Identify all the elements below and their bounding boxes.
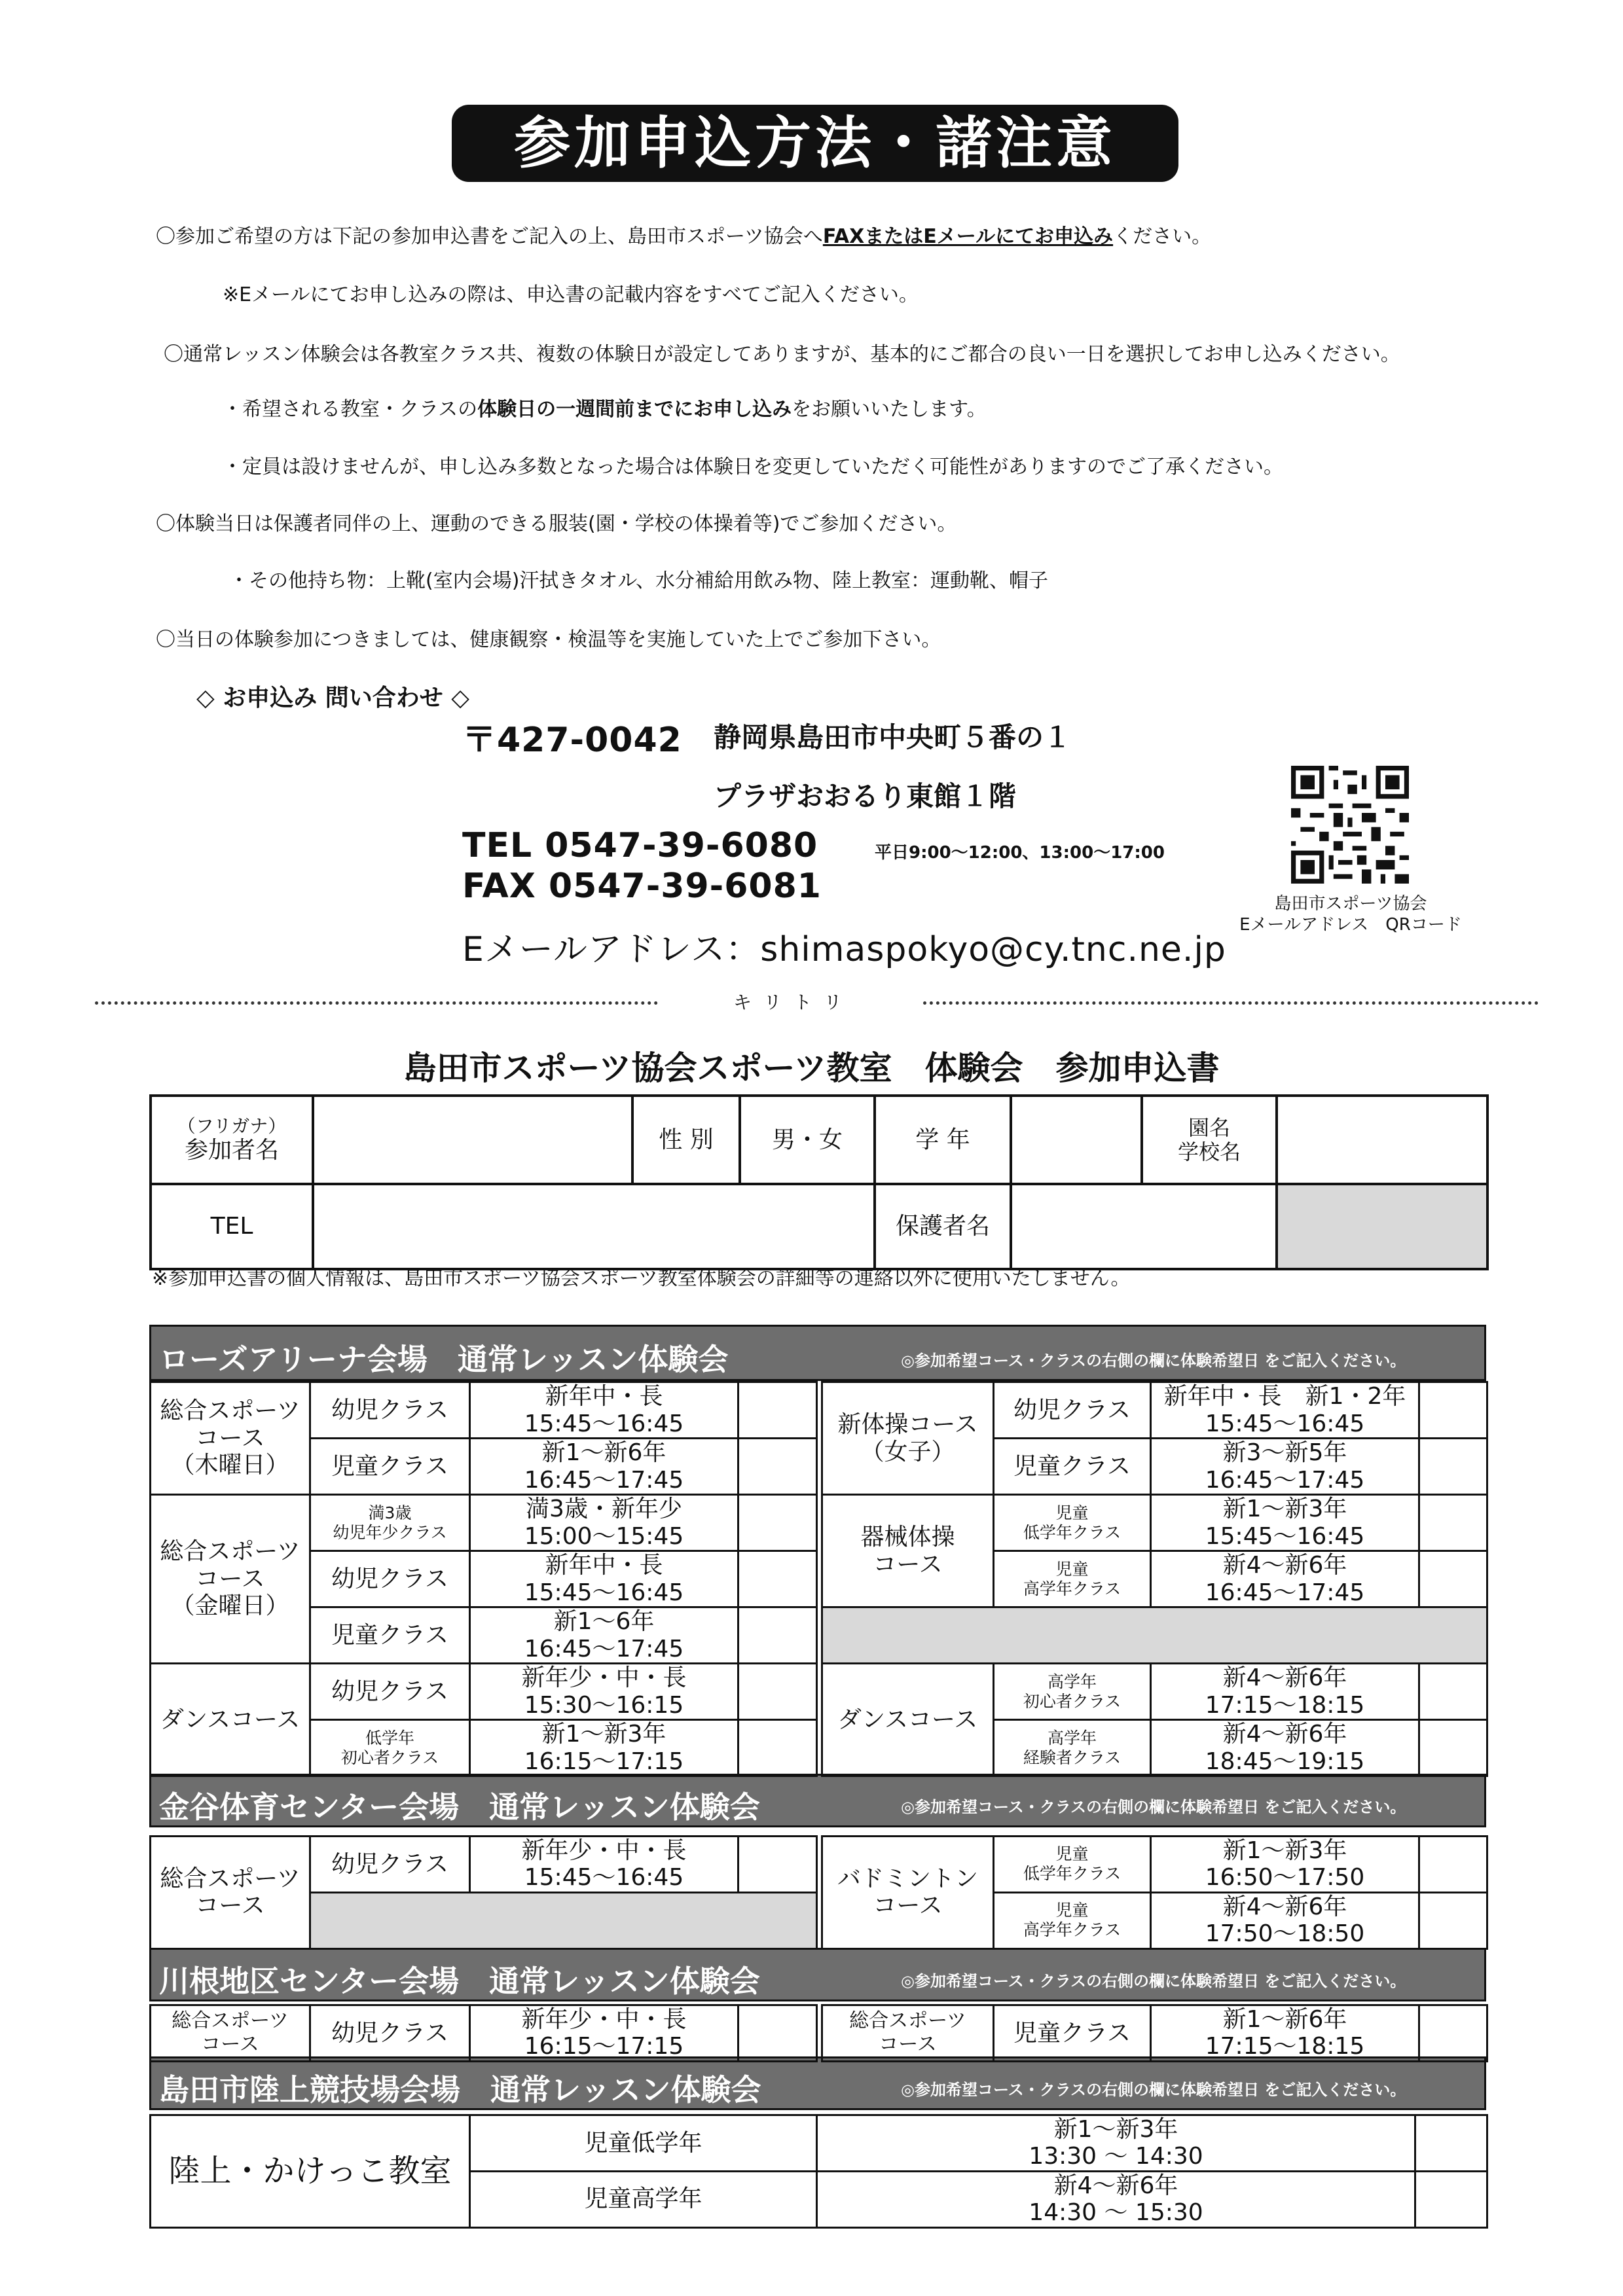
furigana-label: （フリガナ） xyxy=(177,1115,287,1137)
course-shintaiso: 新体操コース （女子） xyxy=(822,1382,994,1495)
note-8: 〇当日の体験参加につきましては、健康観察・検温等を実施していた上でご参加下さい。 xyxy=(156,628,941,651)
page-title: 参加申込方法・諸注意 xyxy=(452,105,1178,182)
spacer xyxy=(817,1892,822,1948)
class-cell: 児童 低学年クラス xyxy=(994,1837,1151,1893)
participant-label: 参加者名 xyxy=(184,1136,279,1164)
class-cell: 児童 低学年クラス xyxy=(994,1495,1151,1551)
participant-label-cell xyxy=(151,1096,313,1184)
class-cell: 低学年 初心者クラス xyxy=(310,1720,470,1776)
time-cell: 新4～新6年 18:45～19:15 xyxy=(1151,1720,1419,1776)
note-4-emphasis: 体験日の一週間前までにお申し込み xyxy=(477,398,792,421)
class-cell: 幼児クラス xyxy=(310,1551,470,1607)
course-kikai: 器械体操 コース xyxy=(822,1495,994,1607)
desired-date-field[interactable] xyxy=(1419,2005,1487,2062)
time-cell: 新3～新5年 16:45～17:45 xyxy=(1151,1439,1419,1495)
spacer xyxy=(817,1495,822,1551)
time-cell: 新年中・長 新1・2年 15:45～16:45 xyxy=(1151,1382,1419,1439)
school-label-cell xyxy=(1142,1096,1277,1184)
class-cell: 児童低学年 xyxy=(470,2115,817,2172)
time-cell: 新1～新6年 16:45～17:45 xyxy=(470,1439,739,1495)
desired-date-field[interactable] xyxy=(1415,2115,1487,2172)
note-1-text: 〇参加ご希望の方は下記の参加申込書をご記入の上、島田市スポーツ協会へ xyxy=(156,225,823,248)
time-cell: 新4～新6年 14:30 ～ 15:30 xyxy=(817,2171,1415,2227)
venue-name: ローズアリーナ会場 通常レッスン体験会 xyxy=(159,1342,729,1377)
venue-info: ◎参加希望コース・クラスの右側の欄に体験希望日 をご記入ください。 xyxy=(901,1798,1406,1816)
course-sogo-thu: 総合スポーツ コース （木曜日） xyxy=(151,1382,310,1495)
class-cell: 幼児クラス xyxy=(994,1382,1151,1439)
course-dance-right: ダンスコース xyxy=(822,1664,994,1776)
application-form xyxy=(149,1094,1489,1270)
class-cell: 児童 高学年クラス xyxy=(994,1892,1151,1948)
note-7: ・その他持ち物：上靴(室内会場)汗拭きタオル、水分補給用飲み物、陸上教室：運動靴、帽子 xyxy=(229,569,1049,592)
desired-date-field[interactable] xyxy=(739,1720,817,1776)
desired-date-field[interactable] xyxy=(1419,1551,1487,1607)
gender-value[interactable]: 男・女 xyxy=(740,1096,875,1184)
class-cell: 児童クラス xyxy=(310,1607,470,1664)
venue-name: 島田市陸上競技場会場 通常レッスン体験会 xyxy=(159,2072,761,2108)
note-1 xyxy=(156,220,1211,249)
school-field[interactable] xyxy=(1277,1096,1487,1184)
venue-info: ◎参加希望コース・クラスの右側の欄に体験希望日 をご記入ください。 xyxy=(901,1972,1406,1990)
desired-date-field[interactable] xyxy=(739,1607,817,1664)
desired-date-field[interactable] xyxy=(1419,1439,1487,1495)
desired-date-field[interactable] xyxy=(1419,1720,1487,1776)
course-sogo: 総合スポーツ コース xyxy=(151,2005,310,2062)
course-badminton: バドミントン コース xyxy=(822,1837,994,1949)
venue-header-rose xyxy=(149,1325,1486,1381)
tel-label: TEL xyxy=(151,1184,313,1269)
class-cell: 幼児クラス xyxy=(310,1382,470,1439)
qr-caption xyxy=(1223,893,1478,935)
grade-label: 学 年 xyxy=(875,1096,1011,1184)
course-rikujo: 陸上・かけっこ教室 xyxy=(151,2115,470,2228)
class-cell: 児童 高学年クラス xyxy=(994,1551,1151,1607)
spacer xyxy=(817,1382,822,1439)
tel-field[interactable] xyxy=(313,1184,875,1269)
desired-date-field[interactable] xyxy=(739,1664,817,1720)
grade-field[interactable] xyxy=(1011,1096,1142,1184)
time-cell: 新1～新6年 17:15～18:15 xyxy=(1151,2005,1419,2062)
time-cell: 新1～新3年 15:45～16:45 xyxy=(1151,1495,1419,1551)
desired-date-field[interactable] xyxy=(739,1439,817,1495)
class-cell: 幼児クラス xyxy=(310,1837,470,1893)
desired-date-field[interactable] xyxy=(1419,1382,1487,1439)
course-dance: ダンスコース xyxy=(151,1664,310,1776)
class-cell: 児童クラス xyxy=(994,2005,1151,2062)
privacy-note: ※参加申込書の個人情報は、島田市スポーツ協会スポーツ教室体験会の詳細等の連絡以外に使用いたしません。 xyxy=(152,1267,1131,1290)
time-cell: 新1～新3年 16:15～17:15 xyxy=(470,1720,739,1776)
time-cell: 新4～新6年 16:45～17:45 xyxy=(1151,1551,1419,1607)
desired-date-field[interactable] xyxy=(739,2005,817,2062)
class-cell: 幼児クラス xyxy=(310,1664,470,1720)
desired-date-field[interactable] xyxy=(739,1551,817,1607)
qr-code-icon xyxy=(1291,766,1409,884)
time-cell: 新1～新3年 13:30 ～ 14:30 xyxy=(817,2115,1415,2172)
schedule-kanaya xyxy=(149,1835,1488,1950)
schedule-rose xyxy=(149,1381,1488,1777)
note-3: 〇通常レッスン体験会は各教室クラス共、複数の体験日が設定してありますが、基本的にご都合の良い一日を選択してお申し込みください。 xyxy=(164,343,1400,366)
time-cell: 満3歳・新年少 15:00～15:45 xyxy=(470,1495,739,1551)
time-cell: 新4～新6年 17:15～18:15 xyxy=(1151,1664,1419,1720)
contact-heading: ◇ お申込み 問い合わせ ◇ xyxy=(196,685,469,711)
spacer xyxy=(817,1837,822,1893)
desired-date-field[interactable] xyxy=(1415,2171,1487,2227)
note-6: 〇体験当日は保護者同伴の上、運動のできる服装(園・学校の体操着等)でご参加ください。 xyxy=(156,512,957,535)
desired-date-field[interactable] xyxy=(1419,1892,1487,1948)
class-cell: 児童高学年 xyxy=(470,2171,817,2227)
school-label-1: 園名 xyxy=(1188,1115,1230,1140)
note-4 xyxy=(223,393,987,422)
course-sogo: 総合スポーツ コース xyxy=(151,1837,310,1949)
blank-cell xyxy=(1277,1184,1487,1269)
qr-caption-line-1: 島田市スポーツ協会 xyxy=(1274,894,1427,914)
note-4-tail: をお願いいたします。 xyxy=(792,398,987,421)
spacer xyxy=(817,1720,822,1776)
note-4-text: ・希望される教室・クラスの xyxy=(223,398,478,421)
blank-cell xyxy=(822,1607,1487,1664)
course-sogo-fri: 総合スポーツ コース （金曜日） xyxy=(151,1495,310,1664)
time-cell: 新1～6年 16:45～17:45 xyxy=(470,1607,739,1664)
class-cell: 満3歳 幼児年少クラス xyxy=(310,1495,470,1551)
form-title: 島田市スポーツ協会スポーツ教室 体験会 参加申込書 xyxy=(403,1049,1220,1087)
schedule-rikujo xyxy=(149,2114,1488,2229)
time-cell: 新年少・中・長 15:30～16:15 xyxy=(470,1664,739,1720)
cut-line-left xyxy=(95,1001,658,1005)
time-cell: 新4～新6年 17:50～18:50 xyxy=(1151,1892,1419,1948)
cut-label: キリトリ xyxy=(733,992,854,1013)
class-cell: 児童クラス xyxy=(994,1439,1151,1495)
venue-header-rikujo xyxy=(149,2056,1486,2110)
tel-number: TEL 0547-39-6080 xyxy=(462,826,818,865)
venue-header-kawane xyxy=(149,1948,1486,2001)
note-1-tail: ください。 xyxy=(1113,225,1212,248)
time-cell: 新年少・中・長 16:15～17:15 xyxy=(470,2005,739,2062)
desired-date-field[interactable] xyxy=(1419,1664,1487,1720)
class-cell: 幼児クラス xyxy=(310,2005,470,2062)
venue-info: ◎参加希望コース・クラスの右側の欄に体験希望日 をご記入ください。 xyxy=(901,2081,1406,2099)
participant-name-field[interactable] xyxy=(313,1096,632,1184)
email-address[interactable]: Eメールアドレス：shimaspokyo@cy.tnc.ne.jp xyxy=(462,930,1226,969)
guardian-label: 保護者名 xyxy=(875,1184,1011,1269)
office-hours: 平日9:00～12:00、13:00～17:00 xyxy=(875,843,1165,863)
note-5: ・定員は設けませんが、申し込み多数となった場合は体験日を変更していただく可能性がありますのでご了承ください。 xyxy=(223,456,1283,478)
address-line-2: プラザおおるり東館１階 xyxy=(714,780,1017,812)
spacer xyxy=(817,2005,822,2062)
time-cell: 新年中・長 15:45～16:45 xyxy=(470,1551,739,1607)
spacer xyxy=(817,1664,822,1720)
desired-date-field[interactable] xyxy=(739,1495,817,1551)
school-label-2: 学校名 xyxy=(1177,1139,1241,1164)
blank-cell xyxy=(310,1892,817,1948)
desired-date-field[interactable] xyxy=(1419,1837,1487,1893)
desired-date-field[interactable] xyxy=(1419,1495,1487,1551)
venue-info: ◎参加希望コース・クラスの右側の欄に体験希望日 をご記入ください。 xyxy=(901,1352,1406,1370)
gender-label: 性 別 xyxy=(632,1096,740,1184)
spacer xyxy=(817,1607,822,1664)
qr-caption-line-2: Eメールアドレス QRコード xyxy=(1239,915,1462,935)
desired-date-field[interactable] xyxy=(739,1382,817,1439)
class-cell: 高学年 初心者クラス xyxy=(994,1664,1151,1720)
note-1-emphasis: FAXまたはEメールにてお申込み xyxy=(822,225,1114,248)
desired-date-field[interactable] xyxy=(739,1837,817,1893)
time-cell: 新1～新3年 16:50～17:50 xyxy=(1151,1837,1419,1893)
venue-name: 川根地区センター会場 通常レッスン体験会 xyxy=(159,1964,760,1999)
spacer xyxy=(817,1439,822,1495)
class-cell: 児童クラス xyxy=(310,1439,470,1495)
fax-number: FAX 0547-39-6081 xyxy=(462,867,822,906)
class-cell: 高学年 経験者クラス xyxy=(994,1720,1151,1776)
venue-name: 金谷体育センター会場 通常レッスン体験会 xyxy=(159,1789,760,1825)
postal-code: 〒427-0042 xyxy=(462,721,682,760)
course-sogo-right: 総合スポーツ コース xyxy=(822,2005,994,2062)
spacer xyxy=(817,1551,822,1607)
address-line-1: 静岡県島田市中央町５番の１ xyxy=(714,721,1072,753)
note-2: ※Eメールにてお申し込みの際は、申込書の記載内容をすべてご記入ください。 xyxy=(223,283,919,306)
venue-header-kanaya xyxy=(149,1774,1486,1827)
time-cell: 新年中・長 15:45～16:45 xyxy=(470,1382,739,1439)
guardian-field[interactable] xyxy=(1011,1184,1277,1269)
cut-line-right xyxy=(923,1001,1539,1005)
time-cell: 新年少・中・長 15:45～16:45 xyxy=(470,1837,739,1893)
schedule-kawane xyxy=(149,2004,1488,2062)
